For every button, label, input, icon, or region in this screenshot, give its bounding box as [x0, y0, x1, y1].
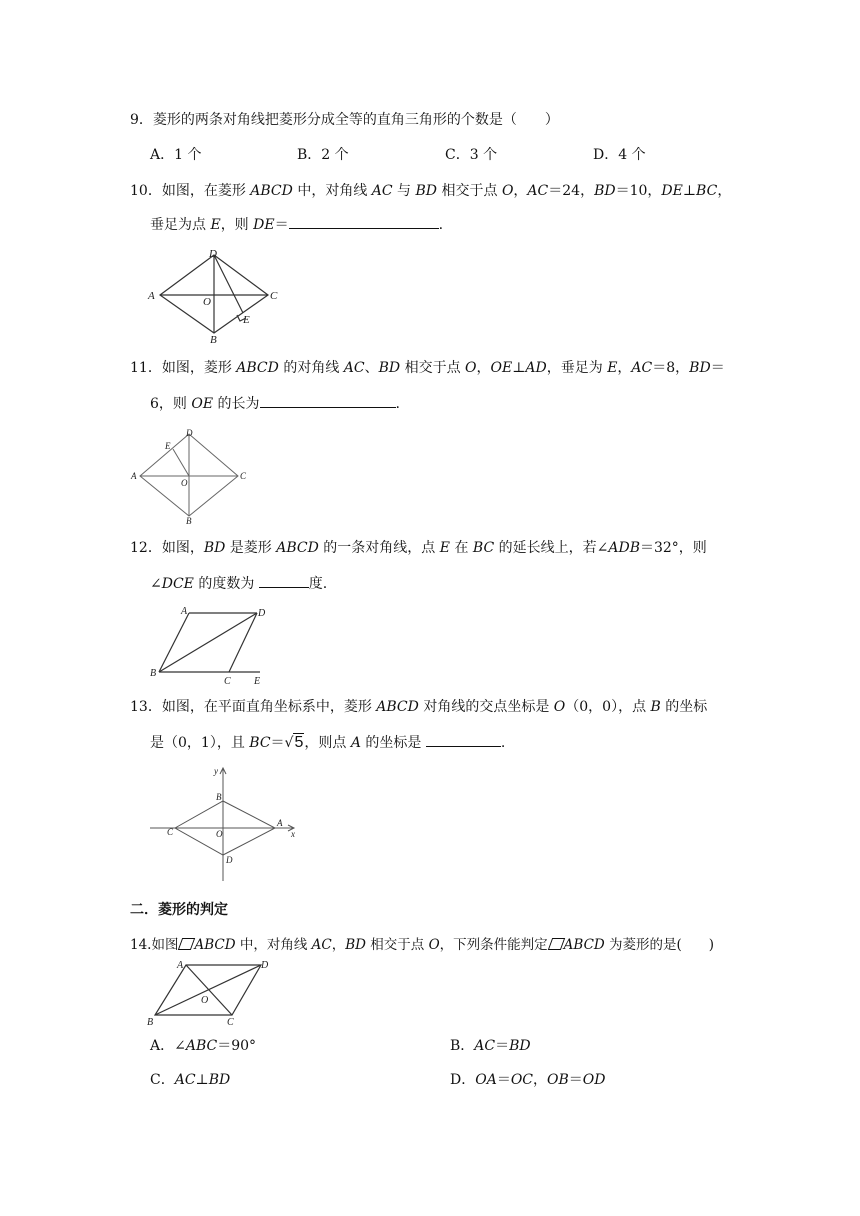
- q14-option-a: A．∠ABC＝90°: [150, 1038, 257, 1054]
- q10-line2: 垂足为点 E，则 DE＝ .: [150, 214, 443, 235]
- label-a: A: [131, 471, 137, 481]
- parallelogram-icon: [547, 938, 564, 950]
- label-e: E: [254, 676, 261, 687]
- sqrt-five: √5: [284, 734, 304, 751]
- label-c: C: [227, 1017, 234, 1028]
- label-d: D: [186, 428, 193, 438]
- label-c: C: [270, 290, 278, 302]
- q14-option-d: D．OA＝OC，OB＝OD: [450, 1072, 606, 1088]
- q13-figure: [145, 763, 305, 887]
- q14-figure: [143, 957, 278, 1033]
- label-d: D: [226, 855, 233, 865]
- q9-option-b: B．2 个: [297, 147, 349, 163]
- label-b: B: [186, 516, 192, 526]
- q14-option-b: B．AC＝BD: [450, 1038, 531, 1054]
- q13-line2: 是（0，1），且 BC＝√5，则点 A 的坐标是 .: [150, 734, 506, 751]
- label-d: D: [209, 248, 217, 260]
- label-d: D: [258, 608, 266, 619]
- q11-line2: 6，则 OE 的长为 .: [150, 393, 400, 414]
- answer-blank[interactable]: [259, 573, 309, 588]
- label-d: D: [261, 960, 269, 971]
- q12-figure: [145, 603, 275, 692]
- q9-stem: 9．菱形的两条对角线把菱形分成全等的直角三角形的个数是（ ）: [130, 112, 559, 128]
- label-b: B: [147, 1017, 154, 1028]
- label-a: A: [277, 818, 283, 828]
- label-y: y: [214, 766, 218, 776]
- q11-line1: 11．如图，菱形 ABCD 的对角线 AC、BD 相交于点 O，OE⊥AD，垂足为 E，AC＝8，BD＝: [130, 360, 725, 376]
- label-c: C: [167, 827, 174, 837]
- answer-blank[interactable]: [260, 393, 396, 408]
- label-c: C: [240, 471, 247, 481]
- q13-line1: 13．如图，在平面直角坐标系中，菱形 ABCD 对角线的交点坐标是 O（0，0），点 B 的坐标: [130, 699, 708, 715]
- label-o: O: [203, 296, 211, 308]
- label-b: B: [216, 792, 222, 802]
- label-o: O: [201, 995, 209, 1006]
- answer-blank[interactable]: [426, 732, 501, 747]
- q14-stem: 14.如图 ABCD 中，对角线 AC，BD 相交于点 O，下列条件能判定 ABCD 为菱形的是( ): [130, 937, 715, 953]
- answer-blank[interactable]: [289, 214, 439, 229]
- label-c: C: [224, 676, 231, 687]
- q9-option-a: A．1 个: [150, 147, 202, 163]
- q10-line1: 10．如图，在菱形 ABCD 中，对角线 AC 与 BD 相交于点 O，AC＝24，BD＝10，DE⊥BC，: [130, 183, 732, 199]
- q10-figure: [140, 245, 290, 349]
- label-b: B: [150, 668, 157, 679]
- label-e: E: [165, 441, 171, 451]
- label-e: E: [243, 314, 250, 326]
- q9-option-c: C．3 个: [445, 147, 498, 163]
- label-a: A: [177, 960, 184, 971]
- section-title: 二．菱形的判定: [130, 902, 228, 918]
- q14-option-c: C．AC⊥BD: [150, 1072, 231, 1088]
- label-o: O: [216, 829, 223, 839]
- label-x: x: [291, 829, 295, 839]
- label-b: B: [210, 334, 217, 345]
- q9-option-d: D．4 个: [593, 147, 646, 163]
- label-a: A: [148, 290, 155, 302]
- label-o: O: [181, 478, 188, 488]
- q11-figure: [130, 428, 260, 530]
- q12-line1: 12．如图，BD 是菱形 ABCD 的一条对角线，点 E 在 BC 的延长线上，若∠ADB＝32°，则: [130, 540, 707, 556]
- label-a: A: [181, 606, 188, 617]
- q12-line2: ∠DCE 的度数为 度.: [150, 573, 327, 594]
